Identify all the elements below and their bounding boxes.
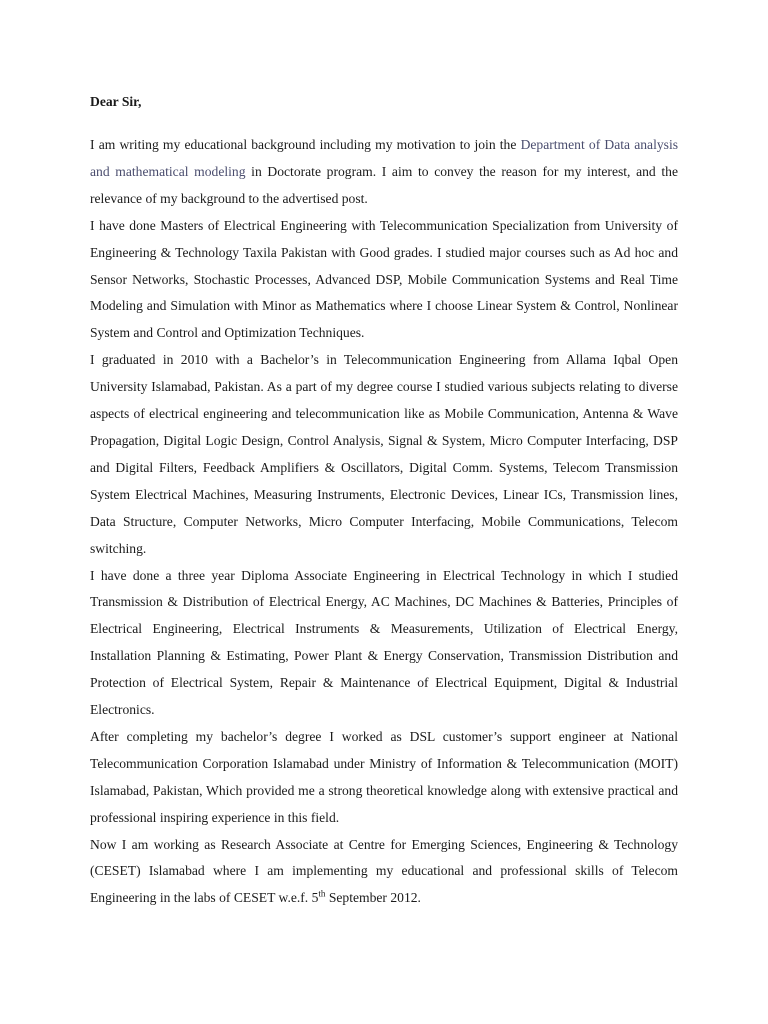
paragraph-bachelors: I graduated in 2010 with a Bachelor’s in Telecommunication Engineering from Allama Iqbal Open University Islamabad, Pakistan. As a part of my degree course I studied various subjects relating to diverse aspects of electrical engineering and telecommunication like as Mobile Communication, Antenna & Wave Propagation, Digital Logic Design, Control Analysis, Signal & System, Micro Computer Interfacing, DSP and Digital Filters, Feedback Amplifiers & Oscillators, Digital Comm. Systems, Telecom Transmission System Electrical Machines, Measuring Instruments, Electronic Devices, Linear ICs, Transmission lines, Data Structure, Computer Networks, Micro Computer Interfacing, Mobile Communications, Telecom switching. [90,352,678,556]
paragraph-motivation [90,132,678,213]
letter-body [90,92,678,912]
paragraph-diploma: I have done a three year Diploma Associate Engineering in Electrical Technology in which I studied Transmission & Distribution of Electrical Energy, AC Machines, DC Machines & Batteries, Principles of Electrical Engineering, Electrical Instruments & Measurements, Utilization of Electrical Energy, Installation Planning & Estimating, Power Plant & Energy Conservation, Transmission Distribution and Protection of Electrical System, Repair & Maintenance of Electrical Equipment, Digital & Industrial Electronics. [90,567,678,718]
department-name: Department of Data analysis and mathematical modeling [90,137,679,179]
paragraph-masters: I have done Masters of Electrical Engineering with Telecommunication Specialization from University of Engineering & Technology Taxila Pakistan with Good grades. I studied major courses such as Ad hoc and Sensor Networks, Stochastic Processes, Advanced DSP, Mobile Communication Systems and Real Time Modeling and Simulation with Minor as Mathematics where I choose Linear System & Control, Nonlinear System and Control and Optimization Techniques. [90,217,678,341]
paragraph-motivation-intro: I am writing my educational background including my motivation to join the [90,137,521,152]
paragraph-current-position [90,832,678,913]
paragraph-current-position-text: Now I am working as Research Associate at Centre for Emerging Sciences, Engineering & Technology (CESET) Islamabad where I am implementing my educational and professional skills of Telecom Engineering in the labs of CESET w.e.f. 5 [90,836,678,906]
paragraph-work-experience: After completing my bachelor’s degree I worked as DSL customer’s support engineer at National Telecommunication Corporation Islamabad under Ministry of Information & Telecommunication (MOIT) Islamabad, Pakistan, Which provided me a strong theoretical knowledge along with extensive practical and professional inspiring experience in this field. [90,728,678,825]
paragraph-motivation-rest: in Doctorate program. I aim to convey the reason for my interest, and the relevance of my background to the advertised post. [90,163,678,206]
start-date-text: September 2012. [325,890,421,906]
salutation: Dear Sir, [90,94,142,109]
ordinal-suffix: th [318,888,326,899]
